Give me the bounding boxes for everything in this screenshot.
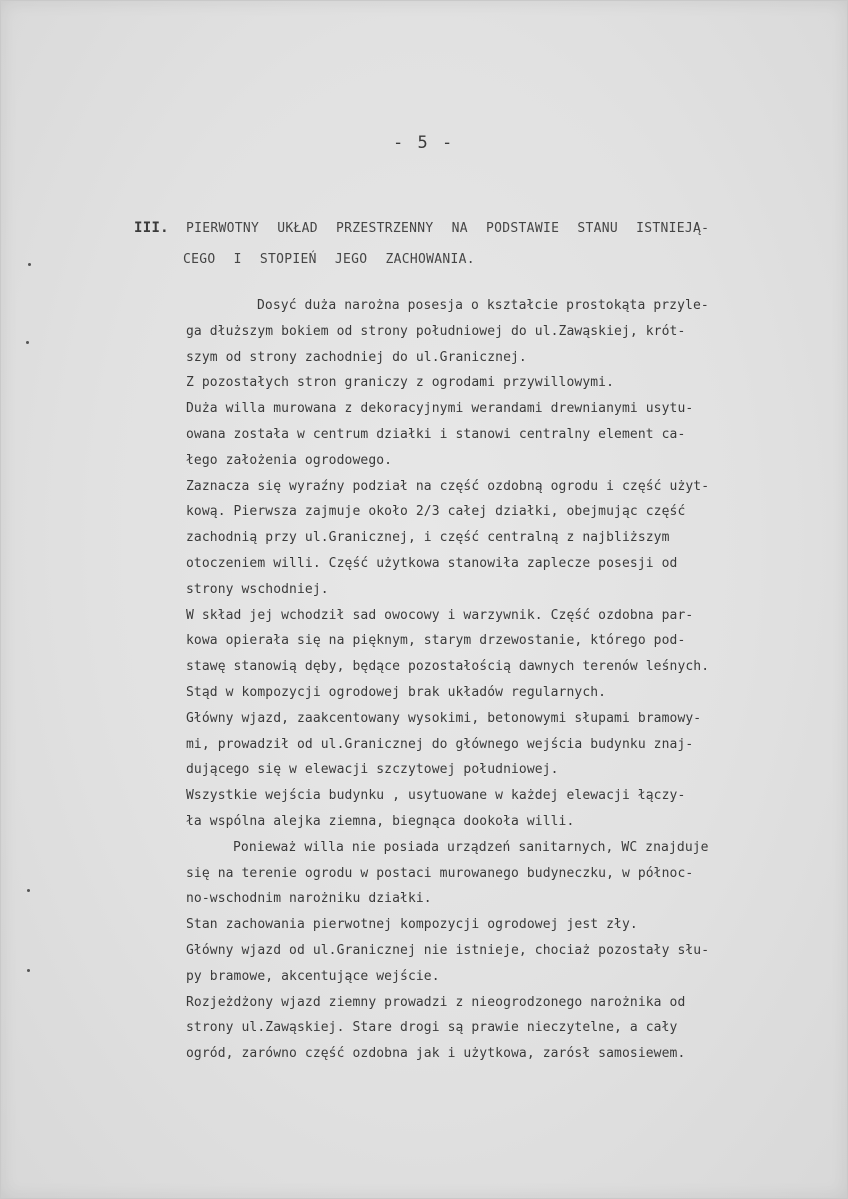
section-heading <box>134 213 824 275</box>
text-line: ga dłuższym bokiem od strony południowej do ul.Zawąskiej, krót- <box>186 323 686 339</box>
typewritten-page <box>1 1 847 1198</box>
text-line: Duża willa murowana z dekoracyjnymi werandami drewnianymi usytu- <box>186 401 694 417</box>
text-line: W skład jej wchodził sad owocowy i warzywnik. Część ozdobna par- <box>186 607 694 623</box>
text-line: no-wschodnim narożniku działki. <box>186 891 432 907</box>
text-line: Stan zachowania pierwotnej kompozycji ogrodowej jest zły. <box>186 917 638 933</box>
text-line: łego założenia ogrodowego. <box>186 452 393 468</box>
text-line: ogród, zarówno część ozdobna jak i użytkowa, zarósł samosiewem. <box>186 1046 686 1062</box>
text-line: py bramowe, akcentujące wejście. <box>186 968 440 984</box>
page-number: - 5 - <box>393 133 455 153</box>
text-line: Główny wjazd, zaakcentowany wysokimi, betonowymi słupami bramowy- <box>186 710 702 726</box>
text-line: strony ul.Zawąskiej. Stare drogi są prawie nieczytelne, a cały <box>186 1020 678 1036</box>
section-numeral: III. <box>134 220 169 236</box>
text-line: Wszystkie wejścia budynku , usytuowane w każdej elewacji łączy- <box>186 788 686 804</box>
text-line: Zaznacza się wyraźny podział na część ozdobną ogrodu i część użyt- <box>186 478 710 494</box>
margin-speck <box>28 263 31 266</box>
text-line: ła wspólna alejka ziemna, biegnąca dookoła willi. <box>186 813 575 829</box>
margin-speck <box>27 969 30 972</box>
text-line: Dosyć duża narożna posesja o kształcie prostokąta przyle- <box>257 298 709 313</box>
text-line: zachodnią przy ul.Granicznej, i część centralną z najbliższym <box>186 530 670 546</box>
text-line: Główny wjazd od ul.Granicznej nie istnieje, chociaż pozostały słu- <box>186 942 710 958</box>
margin-speck <box>26 341 29 344</box>
text-line: mi, prowadził od ul.Granicznej do głównego wejścia budynku znaj- <box>186 736 694 752</box>
text-line: otoczeniem willi. Część użytkowa stanowiła zaplecze posesji od <box>186 555 678 571</box>
text-line: Z pozostałych stron graniczy z ogrodami przywillowymi. <box>186 375 615 391</box>
text-line: dującego się w elewacji szczytowej południowej. <box>186 762 559 778</box>
text-line: Stąd w kompozycji ogrodowej brak układów regularnych. <box>186 684 607 700</box>
text-line: owana została w centrum działki i stanowi centralny element ca- <box>186 426 686 442</box>
text-line: szym od strony zachodniej do ul.Granicznej. <box>186 349 527 365</box>
text-line: kową. Pierwsza zajmuje około 2/3 całej działki, obejmując część <box>186 504 686 520</box>
text-line: strony wschodniej. <box>186 581 329 597</box>
text-line: się na terenie ogrodu w postaci murowanego budyneczku, w północ- <box>186 865 694 881</box>
heading-line-1 <box>134 213 824 244</box>
text-line: Ponieważ willa nie posiada urządzeń sanitarnych, WC znajduje <box>233 839 709 855</box>
heading-text-1: PIERWOTNY UKŁAD PRZESTRZENNY NA PODSTAWIE STANU ISTNIEJĄ- <box>186 221 710 236</box>
body-text <box>186 293 846 1067</box>
margin-speck <box>27 889 30 892</box>
text-line: stawę stanowią dęby, będące pozostałością dawnych terenów leśnych. <box>186 659 710 675</box>
text-line: Rozjeżdżony wjazd ziemny prowadzi z nieogrodzonego narożnika od <box>186 994 686 1010</box>
heading-line-2: CEGO I STOPIEŃ JEGO ZACHOWANIA. <box>183 252 475 267</box>
text-line: kowa opierała się na pięknym, starym drzewostanie, którego pod- <box>186 633 686 649</box>
